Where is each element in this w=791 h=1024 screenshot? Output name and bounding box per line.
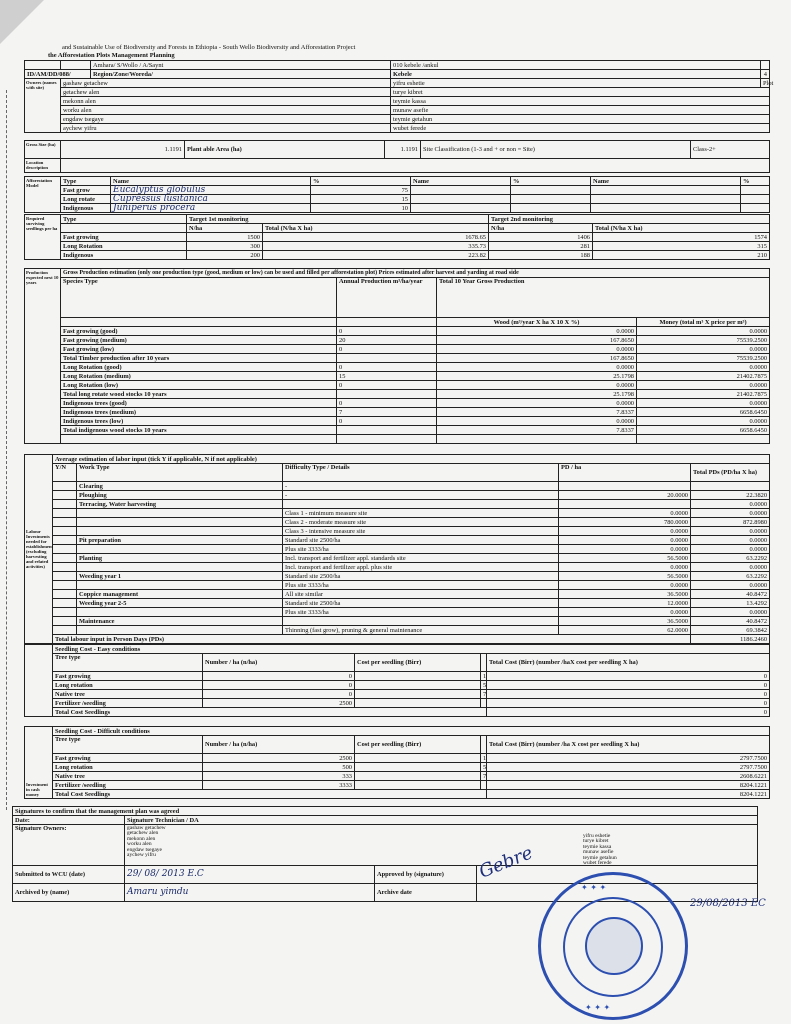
monitoring-1-label: Target 1st monitoring [187,215,489,224]
sig-owner-left-6: aychew yifru [127,852,156,859]
easy-number: 0 [203,690,355,699]
labour-detail: - [283,482,559,491]
owner-left-5: engdaw tsegaye [61,115,391,124]
labour-pd: 36.5000 [559,617,691,626]
col-total-cost: Total Cost (Birr) (number /ha X cost per seedling X ha) [487,736,770,754]
owner-right-2: turye kibret [391,88,770,97]
owner-left-3: mekonn alen [61,97,391,106]
col-cost-per-seedling: Cost per seedling (Birr) [355,654,481,672]
labour-detail [283,500,559,509]
easy-cost: 5 [481,681,487,690]
approval-signature: Gebre [476,842,536,883]
labour-pd: 62.0000 [559,626,691,635]
plot-label: Plot [761,79,770,88]
model-pct: 75 [311,186,411,195]
afforestation-model-table [24,176,770,213]
labour-work [77,608,283,617]
labour-pd: 56.5000 [559,554,691,563]
production-annual: 0 [337,399,437,408]
labour-work: Ploughing [77,491,283,500]
easy-total: 0 [487,672,770,681]
labour-pd: 56.5000 [559,572,691,581]
labour-work [77,581,283,590]
production-annual: 0 [337,381,437,390]
production-wood: 167.8650 [437,354,637,363]
owner-right-1: yifru eshetie [391,79,761,88]
difficult-cost: 7 [481,772,487,781]
seedling-easy-title: Seedling Cost - Easy conditions [53,645,770,654]
labour-pd: 36.5000 [559,590,691,599]
difficult-total-label: Total Cost Seedlings [53,790,487,799]
easy-number: 0 [203,681,355,690]
col-pd-ha: PD / ha [559,464,691,482]
labour-total: 22.3820 [691,491,770,500]
owner-right-5: teymie getahun [391,115,770,124]
sig-owner-left-4: worku alen [127,841,152,848]
difficult-tree-type: Fertilizer /seedling [53,781,203,790]
labour-detail: All site similar [283,590,559,599]
easy-total: 0 [487,690,770,699]
model-col-type: Type [61,177,111,186]
labour-total: 13.4292 [691,599,770,608]
owner-left-4: worku alen [61,106,391,115]
handwritten-date: 29/08/2013 EC [690,898,766,909]
easy-number: 0 [203,672,355,681]
stamp-text-top: ✦ ✦ ✦ [581,883,607,892]
archive-date-label: Archive date [375,884,477,902]
production-annual [337,354,437,363]
seedling-n2: 281 [489,242,593,251]
difficult-cost: 5 [481,763,487,772]
production-row-name: Total indigenous wood stocks 10 years [61,426,337,435]
sig-owner-left-3: mekonn alen [127,835,156,842]
col-tree-type: Tree type [53,654,203,672]
model-species: Cupressus lusitanica [111,195,311,204]
difficult-number: 500 [203,763,355,772]
signatures-title: Signatures to confirm that the management plan was agreed [13,807,758,816]
production-wood: 167.8650 [437,336,637,345]
easy-cost: 7 [481,690,487,699]
production-wood: 0.0000 [437,345,637,354]
labour-pd: 780.0000 [559,518,691,527]
kebele-code: 010 kebele /ankul [391,61,761,70]
sig-owner-right-5: teymie getahun [583,854,617,861]
labour-total: 0.0000 [691,608,770,617]
labour-work [77,527,283,536]
sig-owner-left-2: getachew alen [127,830,159,837]
seedlings-col-type: Type [61,215,187,224]
production-money: 6658.6450 [637,408,770,417]
labour-detail: Standard site 2500/ha [283,536,559,545]
model-type: Fast grow [61,186,111,195]
labour-work [77,518,283,527]
model-side-label: Afforestation Model [25,177,61,213]
seedlings-required-table [24,214,770,260]
labour-detail: Standard site 2500/ha [283,599,559,608]
difficult-total: 2797.7500 [487,763,770,772]
stamp-emblem [585,917,643,975]
labour-work: Pit preparation [77,536,283,545]
production-wood: 25.1798 [437,372,637,381]
technician-label: Signature Technician / DA [125,816,758,825]
production-row-name: Indigenous trees (good) [61,399,337,408]
labour-detail: Class 1 - minimum measure site [283,509,559,518]
col-species-type: Species Type [61,278,337,318]
seedling-type: Indigenous [61,251,187,260]
production-wood: 0.0000 [437,399,637,408]
total-label-2: Total (N/ha X ha) [593,224,770,233]
site-table [24,140,770,173]
labour-total: 0.0000 [691,500,770,509]
labour-work [77,545,283,554]
official-stamp [538,872,688,1020]
investment-side-label: Investment in cash money [25,727,53,799]
difficult-number: 3333 [203,781,355,790]
production-money: 0.0000 [637,327,770,336]
submitted-label: Submitted to WCU (date) [13,866,125,884]
kebele-label: Kebele [391,70,761,79]
labour-side-label: Labour Investments needed for establishment (excluding harvesting and related activities) [25,455,53,644]
punch-margin-line [6,90,7,810]
folded-corner [0,0,44,44]
labour-detail: Thinning (fast grow), pruning & general maintenance [283,626,559,635]
site-classification-label: Site Classification (1-3 and + or non = Site) [421,141,691,159]
production-row-name: Fast growing (low) [61,345,337,354]
approved-label: Approved by (signature) [375,866,477,884]
labour-pd: 0.0000 [559,581,691,590]
difficult-total: 8204.1221 [487,781,770,790]
col-total-pds: Total PDs (PD/ha X ha) [691,464,770,482]
production-money: 0.0000 [637,399,770,408]
labour-total: 69.3842 [691,626,770,635]
model-col-name: Name [111,177,311,186]
owners-signature-label: Signature Owners: [13,825,125,866]
labour-detail [283,617,559,626]
labour-total: 40.8472 [691,590,770,599]
model-type: Indigenous [61,204,111,213]
seedling-t1: 335.73 [263,242,489,251]
labour-total: 872.8980 [691,518,770,527]
difficult-cost: 1 [481,754,487,763]
production-row-name: Indigenous trees (low) [61,417,337,426]
seedling-n1: 1500 [187,233,263,242]
easy-tree-type: Native tree [53,690,203,699]
owner-left-1: gashaw getachew [61,79,391,88]
region-label: Region/Zone/Woreda/ [91,70,391,79]
labour-pd: 20.0000 [559,491,691,500]
easy-cost: 1 [481,672,487,681]
production-money: 0.0000 [637,417,770,426]
production-money: 75539.2500 [637,336,770,345]
seedling-t2: 315 [593,242,770,251]
labour-detail: Class 2 - moderate measure site [283,518,559,527]
seedling-n2: 1406 [489,233,593,242]
seedling-cost-difficult-table [24,726,770,799]
col-number-ha: Number / ha (n/ha) [203,654,355,672]
labour-pd [559,500,691,509]
production-wood: 0.0000 [437,417,637,426]
col-yn: Y/N [53,464,77,482]
seedling-t1: 223.82 [263,251,489,260]
labour-pd: 0.0000 [559,545,691,554]
owners-side-label: Owners (names with site) [25,79,61,133]
archived-value: Amaru yimdu [125,884,375,902]
seedling-t2: 1574 [593,233,770,242]
owner-left-2: getachew alen [61,88,391,97]
labour-total [691,482,770,491]
production-wood: 0.0000 [437,363,637,372]
labour-total: 63.2292 [691,554,770,563]
labour-detail: Incl. transport and fertilizer appl. plus site [283,563,559,572]
nha-label-1: N/ha [187,224,263,233]
seedling-type: Fast growing [61,233,187,242]
production-row-name: Long Rotation (medium) [61,372,337,381]
labour-total: 40.8472 [691,617,770,626]
sig-owner-left-5: engdaw tsegaye [127,846,162,853]
plot-number: 4 [761,70,770,79]
labour-table [24,454,770,644]
production-row-name: Long Rotation (good) [61,363,337,372]
difficult-tree-type: Long rotation [53,763,203,772]
production-wood: 0.0000 [437,327,637,336]
plantable-area-value: 1.1191 [385,141,421,159]
production-money: 21402.7875 [637,390,770,399]
production-money: 0.0000 [637,381,770,390]
labour-total: 63.2292 [691,572,770,581]
production-row-name: Indigenous trees (medium) [61,408,337,417]
seedling-n1: 300 [187,242,263,251]
easy-total: 0 [487,699,770,708]
production-money: 6658.6450 [637,426,770,435]
labour-detail: Plus site 3333/ha [283,545,559,554]
labour-pd: 0.0000 [559,509,691,518]
col-cost-per-seedling: Cost per seedling (Birr) [355,736,481,754]
production-row-name: Total long rotate wood stocks 10 years [61,390,337,399]
model-pct: 15 [311,195,411,204]
stamp-text-bottom: ✦ ✦ ✦ [585,1003,611,1012]
production-annual: 20 [337,336,437,345]
seedling-t2: 210 [593,251,770,260]
seedling-difficult-title: Seedling Cost - Difficult conditions [53,727,770,736]
production-table [24,268,770,444]
id-label: ID/AM/DD/088/ [25,70,91,79]
production-row-name: Fast growing (good) [61,327,337,336]
site-class-value: Class-2+ [691,141,770,159]
sig-owner-right-2: turye kibret [583,838,609,845]
gross-size-value: 1.1191 [61,141,185,159]
labour-total: 0.0000 [691,545,770,554]
labour-total-label: Total labour input in Person Days (PDs) [53,635,691,644]
production-money: 21402.7875 [637,372,770,381]
difficult-total: 2797.7500 [487,754,770,763]
sig-owner-right-6: wubet ferede [583,860,612,867]
seedling-cost-easy-table [24,644,770,717]
production-wood: 7.8337 [437,408,637,417]
total-label-1: Total (N/ha X ha) [263,224,489,233]
labour-work [77,563,283,572]
production-wood: 0.0000 [437,381,637,390]
production-annual: 0 [337,327,437,336]
labour-pd: 0.0000 [559,527,691,536]
seedling-type: Long Rotation [61,242,187,251]
region-value: Amhara/ S/Wollo / A/Saynt [91,61,391,70]
labour-detail: Plus site 3333/ha [283,608,559,617]
date-label: Date: [13,816,125,825]
archived-label: Archived by (name) [13,884,125,902]
col-wood: Wood (m³/year X ha X 10 X %) [437,318,637,327]
owner-left-6: aychew yifru [61,124,391,133]
easy-tree-type: Fertilizer /seedling [53,699,203,708]
labour-work: Planting [77,554,283,563]
easy-tree-type: Long rotation [53,681,203,690]
location-owners-table [24,60,774,133]
col-total-cost: Total Cost (Birr) (number /haX cost per seedling X ha) [487,654,770,672]
col-tree-type: Tree type [53,736,203,754]
difficult-number: 2500 [203,754,355,763]
col-difficulty: Difficulty Type / Details [283,464,559,482]
labour-work: Clearing [77,482,283,491]
owner-right-4: munaw asefie [391,106,770,115]
col-annual-production: Annual Production m³/ha/year [337,278,437,318]
model-pct: 10 [311,204,411,213]
production-annual: 15 [337,372,437,381]
production-money: 0.0000 [637,363,770,372]
easy-number: 2500 [203,699,355,708]
gross-size-label: Gross Size (ha) [25,141,61,159]
model-species: Eucalyptus globulus [111,186,311,195]
production-annual: 0 [337,345,437,354]
production-annual [337,390,437,399]
sig-owner-right-4: munaw asefie [583,849,614,856]
difficult-total-value: 8204.1221 [487,790,770,799]
model-col-pct: % [311,177,411,186]
model-species: Juniperus procera [111,204,311,213]
owner-right-3: teymie kassa [391,97,770,106]
labour-detail: - [283,491,559,500]
owner-right-6: wubet ferede [391,124,770,133]
labour-pd: 0.0000 [559,608,691,617]
col-money: Money (total m³ X price per m³) [637,318,770,327]
monitoring-2-label: Target 2nd monitoring [489,215,770,224]
difficult-total: 2608.6221 [487,772,770,781]
labour-total: 0.0000 [691,563,770,572]
easy-tree-type: Fast growing [53,672,203,681]
col-total-production: Total 10 Year Gross Production [437,278,770,318]
labour-work: Terracing, Water harvesting [77,500,283,509]
seedling-n2: 188 [489,251,593,260]
production-row-name: Long Rotation (low) [61,381,337,390]
production-annual: 0 [337,417,437,426]
model-col-pct-2: % [511,177,591,186]
sig-owner-left-1: gashaw getachew [127,825,166,831]
easy-total-label: Total Cost Seedlings [53,708,487,717]
labour-work [77,509,283,518]
production-money: 75539.2500 [637,354,770,363]
location-description-label: Location description [25,159,61,173]
easy-total-value: 0 [487,708,770,717]
seedling-n1: 200 [187,251,263,260]
model-type: Long rotate [61,195,111,204]
nha-label-2: N/ha [489,224,593,233]
col-work-type: Work Type [77,464,283,482]
production-wood: 7.8337 [437,426,637,435]
production-note: Gross Production estimation (only one production type (good, medium or low) can be used and filled per afforestation plot) Prices estimated after harvest and yarding at road side [61,269,770,278]
labour-total: 0.0000 [691,536,770,545]
seedling-t1: 1678.65 [263,233,489,242]
sig-owner-right-3: teymie kassa [583,843,612,850]
labour-total: 0.0000 [691,509,770,518]
production-annual: 7 [337,408,437,417]
model-col-pct-3: % [741,177,770,186]
labour-total: 0.0000 [691,527,770,536]
labour-detail: Plus site 3333/ha [283,581,559,590]
labour-work [77,626,283,635]
production-row-name: Total Timber production after 10 years [61,354,337,363]
difficult-tree-type: Native tree [53,772,203,781]
header-line-1: and Sustainable Use of Biodiversity and Forests in Ethiopia - South Wello Biodiversity and Afforestation Project [62,44,356,51]
sig-owner-right-1: yifru eshetie [583,833,611,839]
production-side-label: Production expected next 10 years [25,269,61,444]
labour-work: Maintenance [77,617,283,626]
submitted-value: 29/ 08/ 2013 E.C [125,866,375,884]
labour-pd: 0.0000 [559,536,691,545]
plantable-area-label: Plant able Area (ha) [185,141,385,159]
model-col-name-3: Name [591,177,741,186]
labour-work: Coppice management [77,590,283,599]
production-money: 0.0000 [637,345,770,354]
labour-pd [559,482,691,491]
production-annual: 0 [337,363,437,372]
labour-work: Weeding year 2-5 [77,599,283,608]
labour-detail: Incl. transport and fertilizer appl. standards site [283,554,559,563]
model-col-name-2: Name [411,177,511,186]
difficult-number: 333 [203,772,355,781]
production-row-name: Fast growing (medium) [61,336,337,345]
labour-total: 0.0000 [691,581,770,590]
difficult-tree-type: Fast growing [53,754,203,763]
labour-detail: Standard site 2500/ha [283,572,559,581]
seedlings-side-label: Required surviving seedlings per ha [25,215,61,260]
labour-total-value: 1186.2460 [691,635,770,644]
production-wood: 25.1798 [437,390,637,399]
easy-total: 0 [487,681,770,690]
labour-pd: 0.0000 [559,563,691,572]
labour-pd: 12.0000 [559,599,691,608]
header-line-2: the Afforestation Plots Management Planning [48,52,175,59]
labour-work: Weeding year 1 [77,572,283,581]
labour-detail: Class 3 - intensive measure site [283,527,559,536]
labour-note: Average estimation of labor input (tick Y if applicable, N if not applicable) [53,455,770,464]
col-number-ha: Number / ha (n/ha) [203,736,355,754]
production-annual [337,426,437,435]
